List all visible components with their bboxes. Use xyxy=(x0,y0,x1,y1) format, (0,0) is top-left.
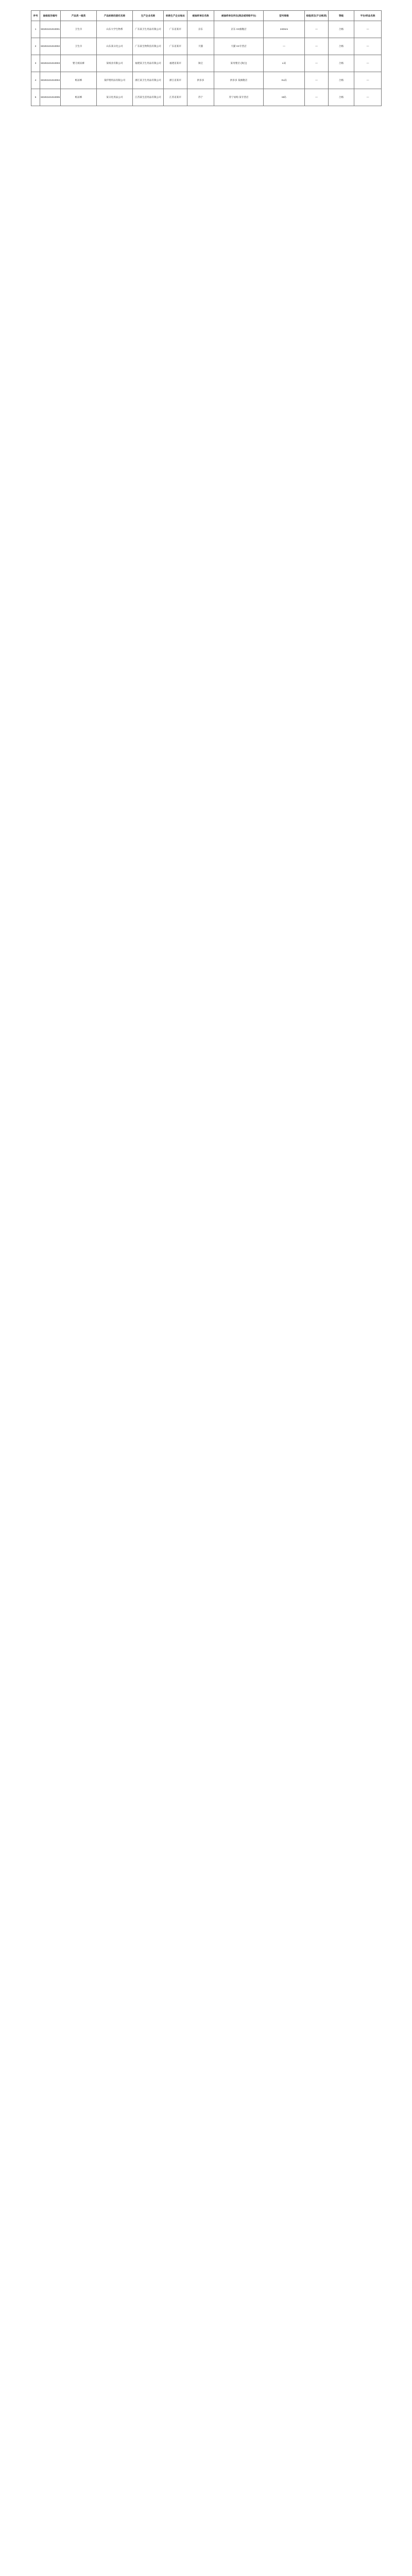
header-cell: 标称生产企业地址 xyxy=(164,11,187,21)
table-cell: 2 xyxy=(31,38,40,55)
table-row xyxy=(31,21,382,38)
table-cell: 山东大学生物系 xyxy=(97,21,133,38)
table-cell: — xyxy=(354,72,382,89)
table-cell: 山东某日化公司 xyxy=(97,38,133,55)
table-cell: 淘宝 xyxy=(187,55,214,72)
table-cell: 某纸业有限公司 xyxy=(97,55,133,72)
table-cell: — xyxy=(305,72,329,89)
table-cell: 纸尿裤 xyxy=(61,72,97,89)
table-cell: 苏宁 xyxy=(187,89,214,106)
page-1 xyxy=(31,10,381,106)
table-cell: 广东省某市 xyxy=(164,38,187,55)
table-cell: SD202101010004 xyxy=(40,72,61,89)
table-cell: 某护理用品有限公司 xyxy=(97,72,133,89)
table-cell: 卫生巾 xyxy=(61,21,97,38)
table-header-row xyxy=(31,11,382,21)
table-cell: 江苏某生活用品有限公司 xyxy=(133,89,164,106)
table-cell: — xyxy=(354,55,382,72)
table-cell: 5 xyxy=(31,89,40,106)
header-cell: 抽检报告编号 xyxy=(40,11,61,21)
report-table xyxy=(31,10,382,106)
table-cell: — xyxy=(305,21,329,38)
table-cell: XL码 xyxy=(264,72,305,89)
header-cell: 产品类一级类 xyxy=(61,11,97,21)
table-cell: L码 xyxy=(264,55,305,72)
header-cell: 平台/样品名称 xyxy=(354,11,382,21)
table-cell: 4 xyxy=(31,72,40,89)
table-row xyxy=(31,89,382,106)
header-cell: 检验项目(不合格项) xyxy=(305,11,329,21)
table-cell: 合格 xyxy=(329,89,354,106)
table-cell: 浙江某卫生用品有限公司 xyxy=(133,72,164,89)
table-cell: — xyxy=(354,89,382,106)
table-cell: 卫生巾 xyxy=(61,38,97,55)
table-cell: 江苏省某市 xyxy=(164,89,187,106)
table-cell: 天猫 xyxy=(187,38,214,55)
table-cell: 合格 xyxy=(329,21,354,38)
header-cell: 被抽样单位所在(网店或网络平台) xyxy=(214,11,264,21)
table-cell: 拼多多 某旗舰店 xyxy=(214,72,264,89)
table-cell: 某母婴店 (淘宝) xyxy=(214,55,264,72)
table-cell: 福建省某市 xyxy=(164,55,187,72)
table-cell: 广东某卫生用品有限公司 xyxy=(133,21,164,38)
table-cell: 合格 xyxy=(329,55,354,72)
table-cell: 京东 xyxy=(187,21,214,38)
table-cell: — xyxy=(354,21,382,38)
header-cell: 型号规格 xyxy=(264,11,305,21)
table-cell: SD202101010003 xyxy=(40,55,61,72)
table-cell: SD202101010001 xyxy=(40,21,61,38)
table-cell: 广东某生物科技有限公司 xyxy=(133,38,164,55)
table-cell: 苏宁易购 某专营店 xyxy=(214,89,264,106)
table-cell: SD202101010002 xyxy=(40,38,61,55)
table-row xyxy=(31,38,382,55)
table-cell: 某日化用品公司 xyxy=(97,89,133,106)
table-cell: — xyxy=(305,55,329,72)
table-cell: 广东省某市 xyxy=(164,21,187,38)
table-cell: 240mm xyxy=(264,21,305,38)
table-cell: 1 xyxy=(31,21,40,38)
table-row xyxy=(31,55,382,72)
table-cell: 京东 XX旗舰店 xyxy=(214,21,264,38)
table-cell: 合格 xyxy=(329,38,354,55)
table-cell: — xyxy=(264,38,305,55)
table-cell: 3 xyxy=(31,55,40,72)
table-cell: 福建某卫生用品有限公司 xyxy=(133,55,164,72)
table-cell: 婴儿纸尿裤 xyxy=(61,55,97,72)
table-cell: — xyxy=(305,89,329,106)
table-cell: M码 xyxy=(264,89,305,106)
header-cell: 产品标称的委托名称 xyxy=(97,11,133,21)
table-cell: 浙江省某市 xyxy=(164,72,187,89)
table-cell: — xyxy=(305,38,329,55)
header-cell: 等级 xyxy=(329,11,354,21)
table-row xyxy=(31,72,382,89)
table-cell: 拼多多 xyxy=(187,72,214,89)
table-cell: 纸尿裤 xyxy=(61,89,97,106)
table-cell: 天猫 XX专营店 xyxy=(214,38,264,55)
table-cell: SD202101010005 xyxy=(40,89,61,106)
header-cell: 序号 xyxy=(31,11,40,21)
table-cell: 合格 xyxy=(329,72,354,89)
header-cell: 被抽样单位名称 xyxy=(187,11,214,21)
table-cell: — xyxy=(354,38,382,55)
header-cell: 生产企业名称 xyxy=(133,11,164,21)
